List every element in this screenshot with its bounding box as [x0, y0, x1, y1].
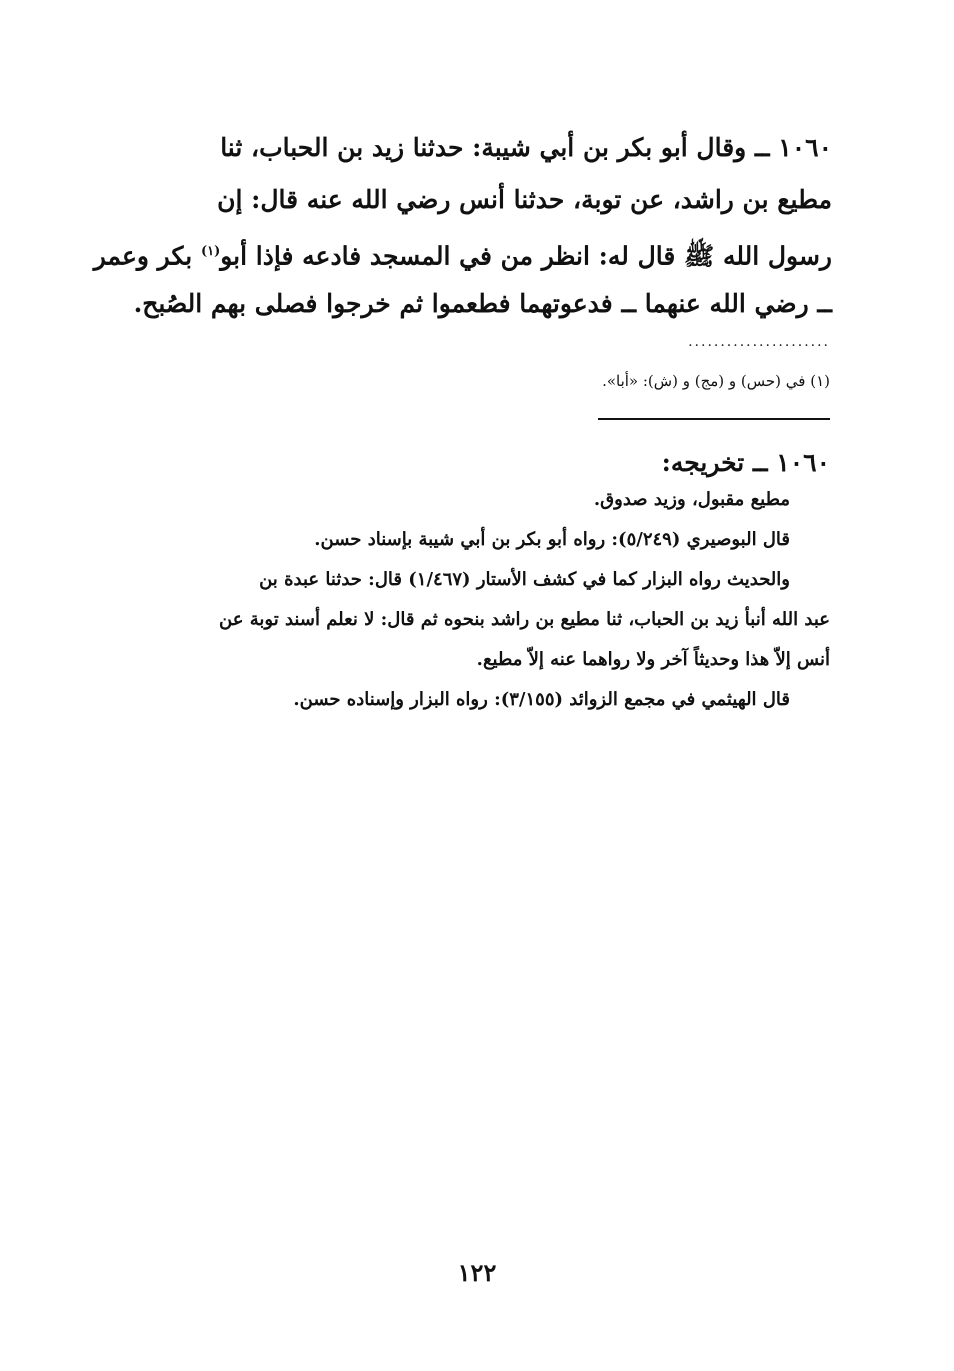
takhrij-heading: ١٠٦٠ ــ تخريجه: [661, 448, 830, 477]
hadith-line-1: ١٠٦٠ ــ وقال أبو بكر بن أبي شيبة: حدثنا زيد بن الحباب، ثنا [220, 133, 832, 162]
footnote: (١) في (حس) و (مج) و (ش): «أبا». [602, 372, 830, 390]
section-divider [598, 418, 830, 420]
takhrij-line-5: أنس إلاّ هذا وحديثاً آخر ولا رواهما عنه إلاّ مطيع. [476, 649, 830, 670]
hadith-line-2: مطيع بن راشد، عن توبة، حدثنا أنس رضي الله عنه قال: إن [217, 185, 832, 214]
takhrij-line-6: قال الهيثمي في مجمع الزوائد (٣/١٥٥): رواه البزار وإسناده حسن. [293, 689, 790, 710]
takhrij-line-2: قال البوصيري (٥/٢٤٩): رواه أبو بكر بن أبي شيبة بإسناد حسن. [314, 529, 790, 550]
page-number: ١٢٢ [457, 1258, 497, 1287]
footnote-reference: (١) [200, 244, 221, 259]
footnote-separator: ...................... [688, 336, 830, 348]
hadith-line-4: ــ رضي الله عنهما ــ فدعوتهما فطعموا ثم خرجوا فصلى بهم الصُبح. [133, 289, 832, 318]
takhrij-line-1: مطيع مقبول، وزيد صدوق. [593, 489, 790, 510]
takhrij-line-3: والحديث رواه البزار كما في كشف الأستار (١/٤٦٧) قال: حدثنا عبدة بن [259, 569, 790, 590]
hadith-line-3-start: رسول الله ﷺ قال له: انظر من في المسجد فادعه فإذا أبو [220, 241, 832, 271]
hadith-text [93, 122, 832, 330]
takhrij-line-4: عبد الله أنبأ زيد بن الحباب، ثنا مطيع بن راشد بنحوه ثم قال: لا نعلم أسند توبة عن [219, 609, 830, 630]
hadith-line-3 [93, 226, 832, 278]
takhrij-section [108, 446, 830, 720]
hadith-line-3-end: بكر وعمر [93, 241, 193, 271]
